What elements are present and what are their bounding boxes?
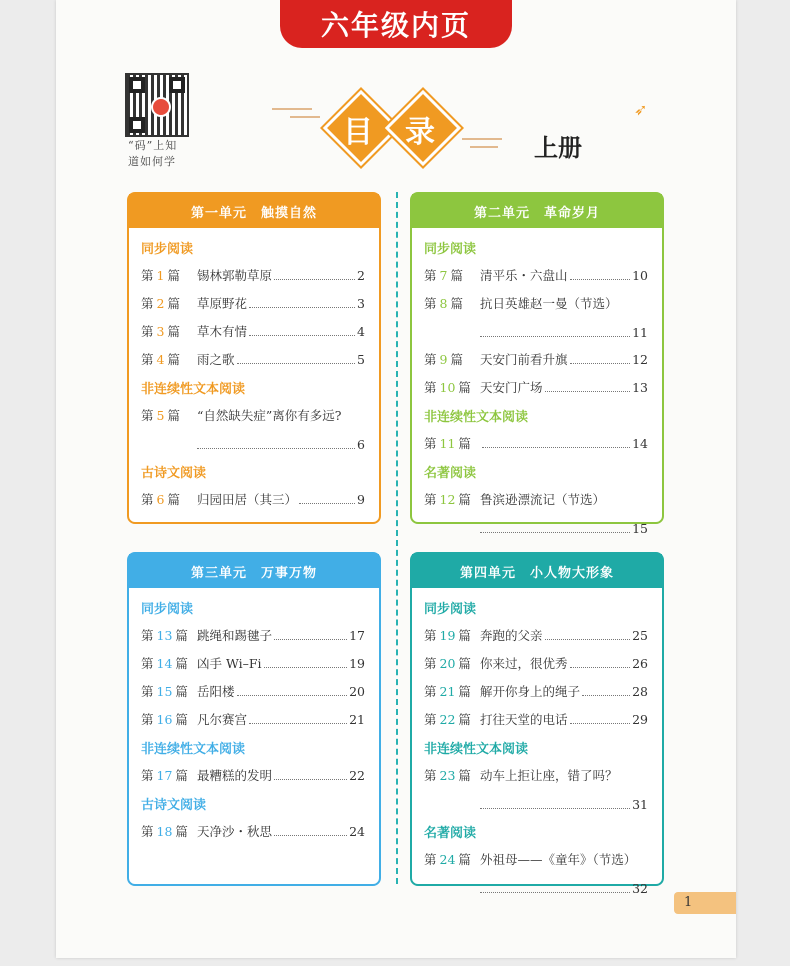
toc-entry[interactable]	[424, 374, 648, 402]
page-ref: 31	[632, 797, 648, 812]
lesson-number: 第 7 篇	[424, 268, 463, 283]
lesson-title: 打往天堂的电话	[480, 712, 568, 727]
toc-entry[interactable]	[424, 622, 648, 650]
unit-header	[412, 554, 662, 588]
lesson-number: 第 19 篇	[424, 628, 471, 643]
title-char: 目	[343, 115, 373, 150]
lesson-title: 奔跑的父亲	[480, 628, 543, 643]
lesson-title: 天安门广场	[480, 380, 543, 395]
lesson-number: 第 9 篇	[424, 352, 463, 367]
page-ref: 6	[357, 437, 365, 452]
unit-card	[410, 192, 664, 536]
section-label: 非连续性文本阅读	[424, 742, 529, 757]
page-number: 1	[674, 892, 736, 914]
lesson-title: 鲁滨逊漂流记（节选）	[480, 492, 606, 507]
unit-number: 第一单元	[190, 205, 247, 221]
toc-entry[interactable]	[424, 486, 648, 516]
unit-theme: 万事万物	[261, 565, 318, 581]
toc-entry[interactable]	[141, 706, 365, 734]
page-ref: 20	[349, 684, 365, 699]
page-ref: 22	[349, 768, 365, 783]
toc-entry[interactable]	[424, 762, 648, 792]
lesson-number: 第 18 篇	[141, 824, 188, 839]
lesson-title: 天净沙・秋思	[197, 824, 273, 839]
qr-caption-line: 道如何学	[128, 155, 176, 168]
toc-entry[interactable]	[141, 818, 365, 846]
lesson-number: 第 23 篇	[424, 768, 471, 783]
unit-theme: 小人物大形象	[530, 565, 615, 581]
toc-entry[interactable]	[424, 346, 648, 374]
lesson-title: 解开你身上的绳子	[480, 684, 581, 699]
decorative-line	[462, 138, 502, 140]
grade-banner: 六年级内页	[280, 0, 512, 48]
toc-entry[interactable]	[141, 622, 365, 650]
page-ref: 11	[632, 325, 648, 340]
section-label: 古诗文阅读	[141, 798, 207, 813]
unit-header	[129, 554, 379, 588]
lesson-title: 凶手 Wi–Fi	[197, 656, 262, 671]
lesson-title: 天安门前看升旗	[480, 352, 568, 367]
lesson-title: “自然缺失症”离你有多远?	[197, 408, 342, 423]
decorative-line	[290, 116, 320, 118]
lesson-number: 第 8 篇	[424, 296, 463, 311]
lesson-number: 第 16 篇	[141, 712, 188, 727]
unit-header	[412, 194, 662, 228]
section-label: 非连续性文本阅读	[141, 742, 246, 757]
lesson-number: 第 12 篇	[424, 492, 471, 507]
page-ref: 19	[349, 656, 365, 671]
page-ref: 29	[632, 712, 648, 727]
toc-entry-leader	[424, 792, 648, 818]
lesson-title: 岳阳楼	[197, 684, 235, 699]
toc-entry-leader	[141, 432, 365, 458]
lesson-title: 归园田居（其三）	[197, 492, 298, 507]
section-label: 非连续性文本阅读	[424, 410, 529, 425]
qr-code-icon[interactable]	[125, 73, 189, 137]
lesson-title: 跳绳和踢毽子	[197, 628, 273, 643]
page-ref: 3	[357, 296, 365, 311]
lesson-number: 第 11 篇	[424, 436, 471, 451]
lesson-number: 第 6 篇	[141, 492, 180, 507]
qr-caption-line: “码”上知	[128, 139, 178, 152]
lesson-title: 外祖母——《童年》（节选）	[480, 852, 637, 867]
volume-label: 上册	[534, 134, 582, 162]
page-ref: 9	[357, 492, 365, 507]
unit-number: 第二单元	[473, 205, 530, 221]
column-divider	[396, 192, 398, 884]
toc-entry[interactable]	[424, 706, 648, 734]
lesson-title: 最糟糕的发明	[197, 768, 273, 783]
page-ref: 15	[632, 521, 648, 536]
unit-header	[129, 194, 379, 228]
page-ref: 12	[632, 352, 648, 367]
page-ref: 21	[349, 712, 365, 727]
decorative-line	[470, 146, 498, 148]
page-ref: 24	[349, 824, 365, 839]
lesson-number: 第 20 篇	[424, 656, 471, 671]
lesson-number: 第 17 篇	[141, 768, 188, 783]
toc-entry[interactable]	[141, 650, 365, 678]
lesson-title: 你来过，很优秀	[480, 656, 568, 671]
unit-number: 第三单元	[190, 565, 247, 581]
toc-entry-leader	[424, 516, 648, 542]
page-ref: 14	[632, 436, 648, 451]
lesson-number: 第 1 篇	[141, 268, 180, 283]
section-label: 古诗文阅读	[141, 466, 207, 481]
section-label: 同步阅读	[424, 602, 477, 617]
lesson-title: 凡尔赛宫	[197, 712, 248, 727]
page-ref: 26	[632, 656, 648, 671]
section-label: 同步阅读	[424, 242, 477, 257]
unit-theme: 革命岁月	[544, 205, 601, 221]
toc-entry[interactable]	[141, 262, 365, 290]
lesson-number: 第 5 篇	[141, 408, 180, 423]
page-ref: 25	[632, 628, 648, 643]
lesson-number: 第 2 篇	[141, 296, 180, 311]
toc-entry[interactable]	[141, 762, 365, 790]
title-char: 录	[405, 115, 435, 150]
page-ref: 10	[632, 268, 648, 283]
section-label: 名著阅读	[424, 826, 477, 841]
lesson-number: 第 22 篇	[424, 712, 471, 727]
lesson-title: 抗日英雄赵一曼（节选）	[480, 296, 618, 311]
unit-card	[127, 552, 381, 886]
lesson-title: 草木有情	[197, 324, 248, 339]
lesson-title: 雨之歌	[197, 352, 235, 367]
toc-entry[interactable]	[424, 262, 648, 290]
lesson-title: 草原野花	[197, 296, 248, 311]
section-label: 同步阅读	[141, 602, 194, 617]
toc-entry[interactable]	[141, 318, 365, 346]
page-title	[328, 95, 458, 163]
unit-theme: 触摸自然	[261, 205, 318, 221]
lesson-title: 清平乐・六盘山	[480, 268, 568, 283]
page-ref: 32	[632, 881, 648, 896]
section-label: 非连续性文本阅读	[141, 382, 246, 397]
lesson-number: 第 15 篇	[141, 684, 188, 699]
page-ref: 2	[357, 268, 365, 283]
toc-entry-leader	[424, 876, 648, 902]
lesson-title: 动车上拒让座，错了吗？	[480, 768, 618, 783]
lesson-number: 第 10 篇	[424, 380, 471, 395]
page-ref: 5	[357, 352, 365, 367]
lesson-number: 第 24 篇	[424, 852, 471, 867]
lesson-number: 第 4 篇	[141, 352, 180, 367]
toc-entry[interactable]	[424, 650, 648, 678]
section-label: 名著阅读	[424, 466, 477, 481]
unit-card	[127, 192, 381, 524]
lesson-number: 第 3 篇	[141, 324, 180, 339]
section-label: 同步阅读	[141, 242, 194, 257]
lesson-title: 锡林郭勒草原	[197, 268, 273, 283]
qr-caption	[128, 138, 190, 170]
page-ref: 28	[632, 684, 648, 699]
decorative-line	[272, 108, 312, 110]
toc-entry[interactable]	[424, 430, 648, 458]
bird-icon: ➶	[634, 100, 648, 119]
toc-entry[interactable]	[141, 290, 365, 318]
lesson-number: 第 14 篇	[141, 656, 188, 671]
toc-entry-leader	[424, 320, 648, 346]
toc-entry[interactable]	[424, 846, 648, 876]
lesson-number: 第 13 篇	[141, 628, 188, 643]
page-ref: 4	[357, 324, 365, 339]
toc-entry[interactable]	[141, 486, 365, 514]
toc-entry[interactable]	[424, 678, 648, 706]
unit-number: 第四单元	[459, 565, 516, 581]
unit-card	[410, 552, 664, 896]
page-ref: 13	[632, 380, 648, 395]
toc-entry[interactable]	[141, 346, 365, 374]
toc-entry[interactable]	[141, 402, 365, 432]
toc-entry[interactable]	[424, 290, 648, 320]
page-ref: 17	[349, 628, 365, 643]
toc-entry[interactable]	[141, 678, 365, 706]
lesson-number: 第 21 篇	[424, 684, 471, 699]
